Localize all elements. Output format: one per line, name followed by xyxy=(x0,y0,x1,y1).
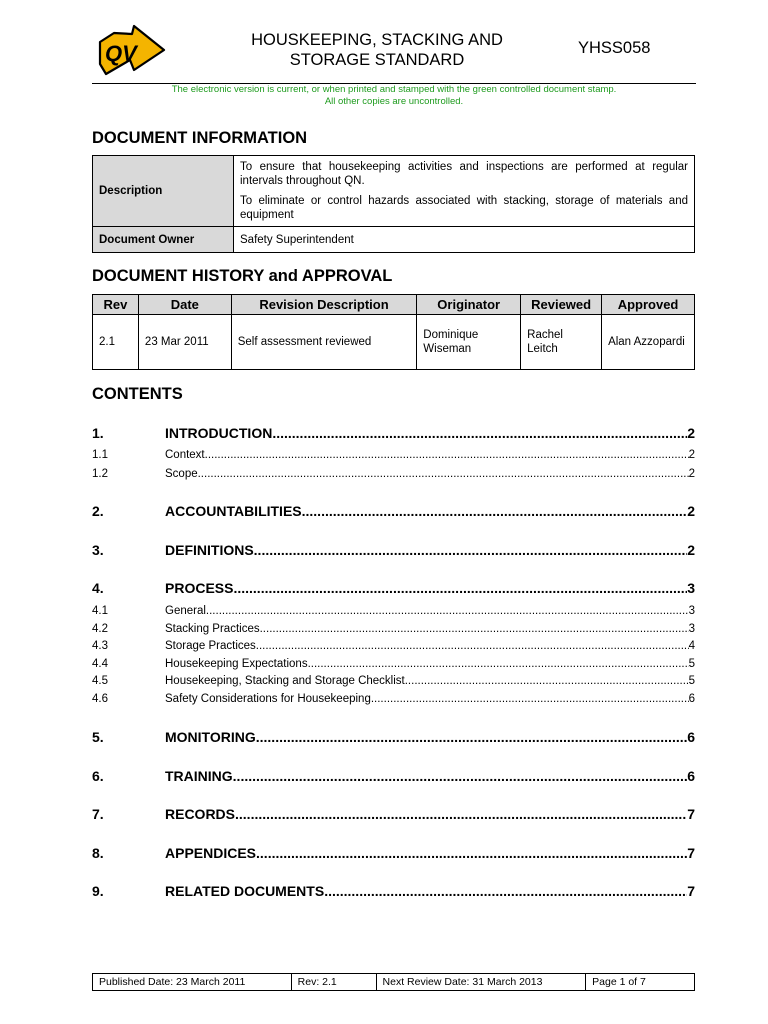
toc-entry[interactable] xyxy=(92,845,695,863)
toc-leader xyxy=(256,845,687,861)
toc-title: Storage Practices xyxy=(165,640,256,652)
toc-number: 4.4 xyxy=(92,658,108,670)
toc-entry[interactable] xyxy=(92,658,695,672)
footer-row xyxy=(93,974,695,991)
toc-page: 2 xyxy=(687,542,695,558)
owner-row xyxy=(93,227,695,253)
toc-entry[interactable] xyxy=(92,580,695,598)
description-label: Description xyxy=(93,156,234,227)
toc-leader xyxy=(405,675,689,687)
toc-number: 1. xyxy=(92,425,104,441)
toc-leader xyxy=(256,729,687,745)
title-line-1: HOUSKEEPING, STACKING AND xyxy=(251,31,503,49)
toc-page: 5 xyxy=(688,675,695,687)
table-row xyxy=(93,315,695,370)
toc-leader xyxy=(272,425,687,441)
toc-leader xyxy=(205,449,689,461)
toc-entry[interactable] xyxy=(92,542,695,560)
toc-leader xyxy=(260,623,689,635)
toc-title: MONITORING xyxy=(165,729,256,745)
toc-title: Housekeeping, Stacking and Storage Checklist xyxy=(165,675,405,687)
toc-entry[interactable] xyxy=(92,806,695,824)
title-line-2: STORAGE STANDARD xyxy=(289,51,465,69)
description-row xyxy=(93,156,695,227)
toc-page: 3 xyxy=(688,623,695,635)
toc-title: APPENDICES xyxy=(165,845,257,861)
footer-rev: Rev: 2.1 xyxy=(291,974,376,991)
toc-page: 7 xyxy=(687,883,695,899)
toc-number: 4.1 xyxy=(92,605,108,617)
toc-page: 2 xyxy=(688,449,695,461)
qv-logo-icon xyxy=(96,24,166,78)
toc-page: 5 xyxy=(688,658,695,670)
toc-leader xyxy=(371,693,689,705)
document-title xyxy=(222,30,532,70)
toc-page: 6 xyxy=(688,693,695,705)
document-history-heading: DOCUMENT HISTORY and APPROVAL xyxy=(92,267,393,285)
toc-leader xyxy=(206,605,689,617)
toc-title: Safety Considerations for Housekeeping xyxy=(165,693,371,705)
toc-leader xyxy=(233,768,688,784)
toc-leader xyxy=(256,640,689,652)
description-paragraph-2: To eliminate or control hazards associated with stacking, storage of materials and equipment xyxy=(240,195,688,221)
toc-number: 3. xyxy=(92,542,104,558)
toc-leader xyxy=(302,503,688,519)
toc-leader xyxy=(308,658,689,670)
toc-title: PROCESS xyxy=(165,580,234,596)
toc-entry[interactable] xyxy=(92,693,695,707)
toc-page: 2 xyxy=(687,503,695,519)
footer-next-review: Next Review Date: 31 March 2013 xyxy=(376,974,586,991)
toc-number: 2. xyxy=(92,503,104,519)
footer-published-date: Published Date: 23 March 2011 xyxy=(93,974,292,991)
toc-page: 3 xyxy=(687,580,695,596)
approved-cell: Alan Azzopardi xyxy=(602,315,695,370)
toc-entry[interactable] xyxy=(92,623,695,637)
toc-title: Context xyxy=(165,449,205,461)
toc-entry[interactable] xyxy=(92,449,695,463)
toc-number: 7. xyxy=(92,806,104,822)
toc-entry[interactable] xyxy=(92,883,695,901)
toc-number: 8. xyxy=(92,845,104,861)
toc-leader xyxy=(254,542,688,558)
toc-number: 4.5 xyxy=(92,675,108,687)
toc-title: Housekeeping Expectations xyxy=(165,658,308,670)
toc-page: 4 xyxy=(688,640,695,652)
toc-title: DEFINITIONS xyxy=(165,542,254,558)
toc-number: 1.2 xyxy=(92,468,108,480)
toc-entry[interactable] xyxy=(92,768,695,786)
owner-value: Safety Superintendent xyxy=(234,227,695,253)
toc-leader xyxy=(233,580,687,596)
reviewed-cell: Rachel Leitch xyxy=(521,315,602,370)
originator-cell: Dominique Wiseman xyxy=(417,315,521,370)
toc-number: 4.6 xyxy=(92,693,108,705)
toc-entry[interactable] xyxy=(92,729,695,747)
history-header-row xyxy=(93,295,695,315)
owner-label: Document Owner xyxy=(93,227,234,253)
toc-title: ACCOUNTABILITIES xyxy=(165,503,302,519)
document-information-heading: DOCUMENT INFORMATION xyxy=(92,129,308,147)
toc-title: TRAINING xyxy=(165,768,233,784)
footer-page-number: Page 1 of 7 xyxy=(586,974,695,991)
rev-cell: 2.1 xyxy=(93,315,139,370)
toc-entry[interactable] xyxy=(92,503,695,521)
toc-page: 2 xyxy=(688,468,695,480)
svg-text:QV: QV xyxy=(105,41,137,66)
control-notice-line-2: All other copies are uncontrolled. xyxy=(324,96,464,107)
toc-page: 6 xyxy=(687,729,695,745)
date-cell: 23 Mar 2011 xyxy=(138,315,231,370)
description-cell: Self assessment reviewed xyxy=(231,315,417,370)
toc-title: General xyxy=(165,605,206,617)
history-col-date: Date xyxy=(138,295,231,315)
description-paragraph-1: To ensure that housekeeping activities and inspections are performed at regular intervals throughout QN. xyxy=(240,161,688,187)
toc-page: 7 xyxy=(687,806,695,822)
history-col-originator: Originator xyxy=(417,295,521,315)
toc-leader xyxy=(235,806,687,822)
footer-table xyxy=(92,973,695,991)
toc-number: 1.1 xyxy=(92,449,108,461)
toc-page: 2 xyxy=(687,425,695,441)
toc-number: 5. xyxy=(92,729,104,745)
toc-title: Scope xyxy=(165,468,198,480)
toc-page: 6 xyxy=(687,768,695,784)
document-code: YHSS058 xyxy=(578,39,651,57)
toc-number: 4.2 xyxy=(92,623,108,635)
toc-leader xyxy=(324,883,687,899)
toc-page: 7 xyxy=(687,845,695,861)
history-col-reviewed: Reviewed xyxy=(521,295,602,315)
history-col-description: Revision Description xyxy=(231,295,417,315)
toc-entry[interactable] xyxy=(92,640,695,654)
history-col-approved: Approved xyxy=(602,295,695,315)
contents-heading: CONTENTS xyxy=(92,385,183,403)
toc-leader xyxy=(198,468,689,480)
toc-number: 6. xyxy=(92,768,104,784)
toc-number: 4. xyxy=(92,580,104,596)
toc-entry[interactable] xyxy=(92,468,695,482)
toc-page: 3 xyxy=(688,605,695,617)
description-value xyxy=(234,156,695,227)
toc-title: INTRODUCTION xyxy=(165,425,273,441)
history-col-rev: Rev xyxy=(93,295,139,315)
toc-title: RECORDS xyxy=(165,806,236,822)
document-history-table xyxy=(92,294,695,370)
control-notice-line-1: The electronic version is current, or when printed and stamped with the green controlled document stamp. xyxy=(171,84,617,95)
toc-number: 9. xyxy=(92,883,104,899)
toc-title: RELATED DOCUMENTS xyxy=(165,883,325,899)
document-information-table xyxy=(92,155,695,253)
toc-entry[interactable] xyxy=(92,605,695,619)
toc-title: Stacking Practices xyxy=(165,623,260,635)
toc-entry[interactable] xyxy=(92,425,695,443)
toc-number: 4.3 xyxy=(92,640,108,652)
toc-entry[interactable] xyxy=(92,675,695,689)
